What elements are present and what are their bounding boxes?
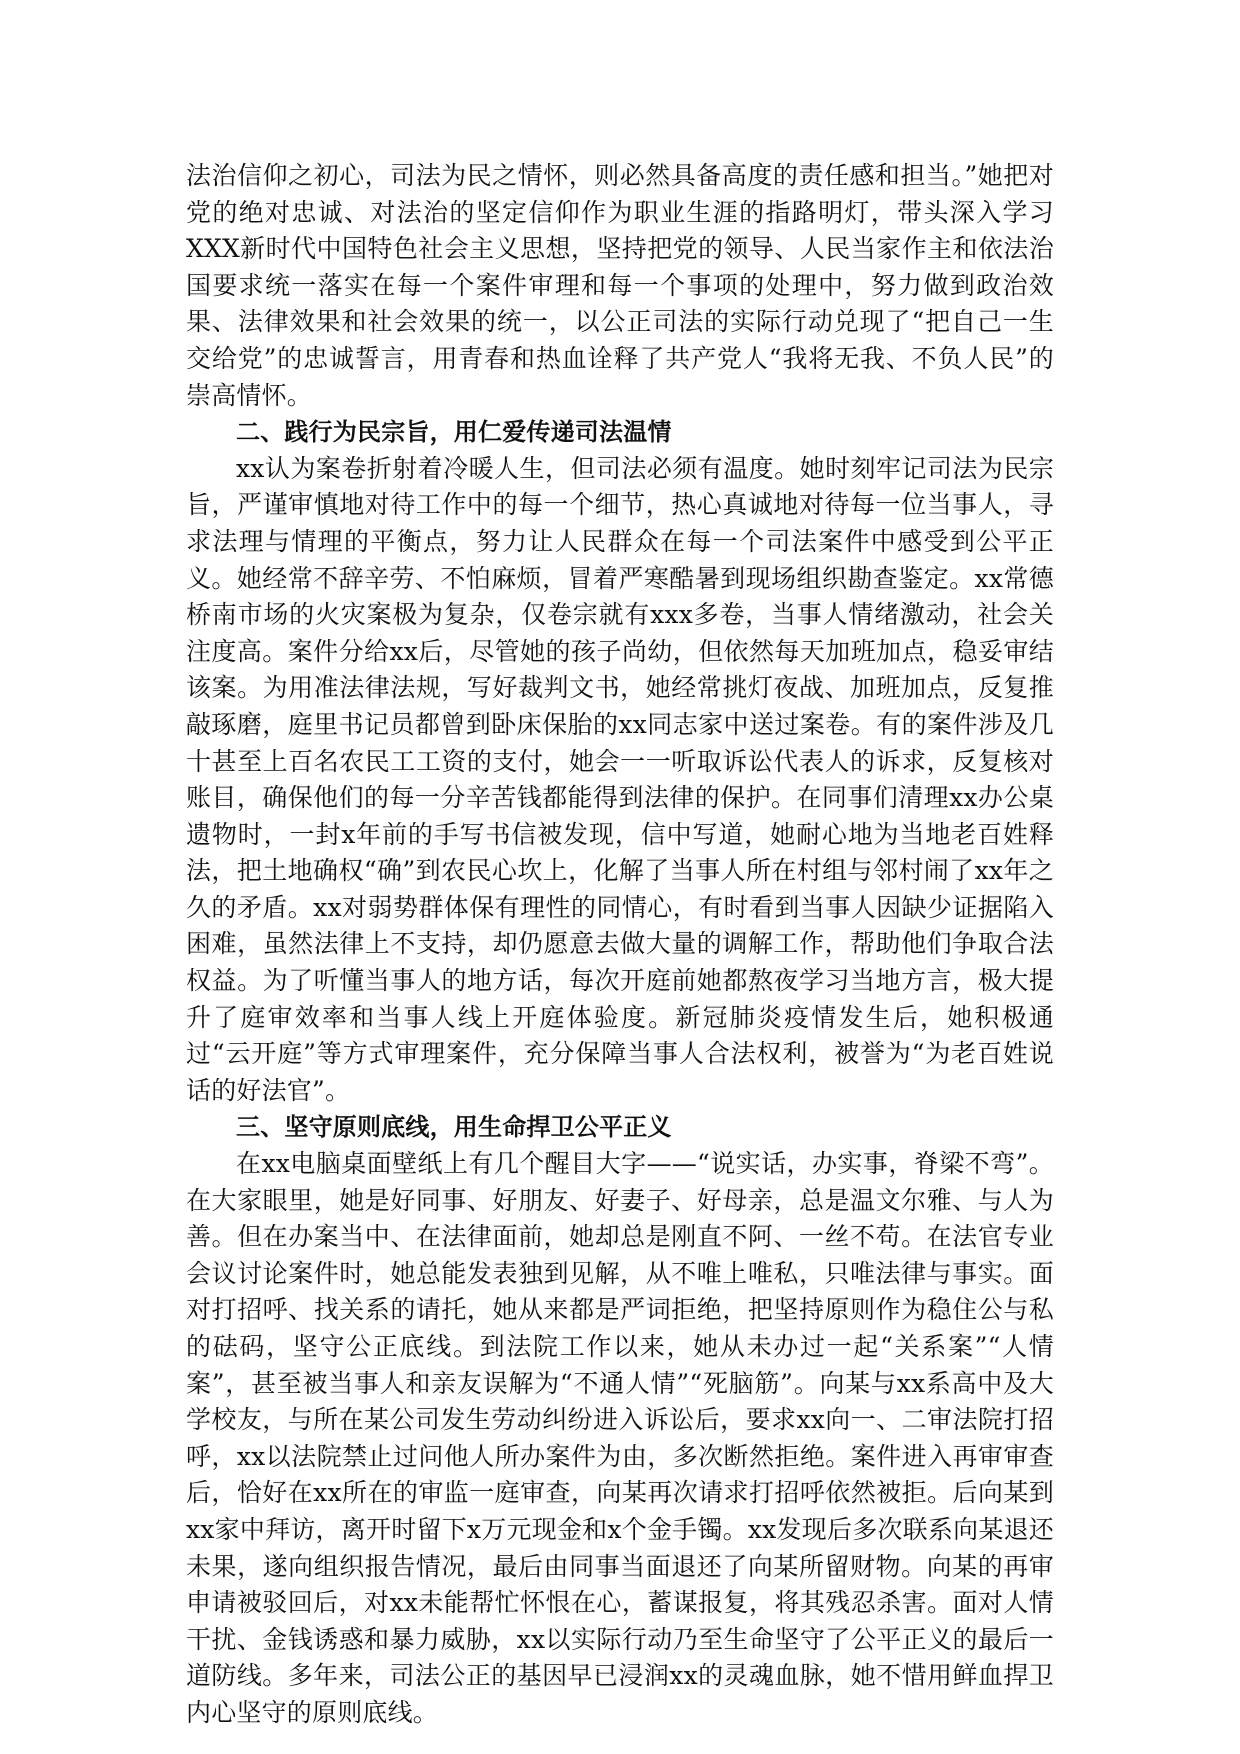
section-heading-2: 二、践行为民宗旨，用仁爱传递司法温情 — [236, 418, 672, 447]
paragraph-loyalty-continued: 法治信仰之初心，司法为民之情怀，则必然具备高度的责任感和担当。”她把对党的绝对忠诚、对法治的坚定信仰作为职业生涯的指路明灯，带头深入学习XXX新时代中国特色社会主义思想，坚持把党的领导、人民当家作主和依法治国要求统一落实在每一个案件审理和每一个事项的处理中，努力做到政治效果、法律效果和社会效果的统一，以公正司法的实际行动兑现了“把自己一生交给党”的忠诚誓言，用青春和热血诠释了共产党人“我将无我、不负人民”的崇高情怀。 — [186, 161, 1054, 410]
document-body — [186, 158, 1054, 1732]
section-heading-3: 三、坚守原则底线，用生命捍卫公平正义 — [236, 1113, 672, 1142]
paragraph-serve-people: xx认为案卷折射着冷暖人生，但司法必须有温度。她时刻牢记司法为民宗旨，严谨审慎地对待工作中的每一个细节，热心真诚地对待每一位当事人，寻求法理与情理的平衡点，努力让人民群众在每一个司法案件中感受到公平正义。她经常不辞辛劳、不怕麻烦，冒着严寒酷暑到现场组织勘查鉴定。xx常德桥南市场的火灾案极为复杂，仅卷宗就有xxx多卷，当事人情绪激动，社会关注度高。案件分给xx后，尽管她的孩子尚幼，但依然每天加班加点，稳妥审结该案。为用准法律法规，写好裁判文书，她经常挑灯夜战、加班加点，反复推敲琢磨，庭里书记员都曾到卧床保胎的xx同志家中送过案卷。有的案件涉及几十甚至上百名农民工工资的支付，她会一一听取诉讼代表人的诉求，反复核对账目，确保他们的每一分辛苦钱都能得到法律的保护。在同事们清理xx办公桌遗物时，一封x年前的手写书信被发现，信中写道，她耐心地为当地老百姓释法，把土地确权“确”到农民心坎上，化解了当事人所在村组与邻村闹了xx年之久的矛盾。xx对弱势群体保有理性的同情心，有时看到当事人因缺少证据陷入困难，虽然法律上不支持，却仍愿意去做大量的调解工作，帮助他们争取合法权益。为了听懂当事人的地方话，每次开庭前她都熬夜学习当地方言，极大提升了庭审效率和当事人线上开庭体验度。新冠肺炎疫情发生后，她积极通过“云开庭”等方式审理案件，充分保障当事人合法权利，被誉为“为老百姓说话的好法官”。 — [186, 453, 1054, 1105]
paragraph-uphold-justice: 在xx电脑桌面壁纸上有几个醒目大字——“说实话，办实事，脊梁不弯”。在大家眼里，她是好同事、好朋友、好妻子、好母亲，总是温文尔雅、与人为善。但在办案当中、在法律面前，她却总是刚直不阿、一丝不苟。在法官专业会议讨论案件时，她总能发表独到见解，从不唯上唯私，只唯法律与事实。面对打招呼、找关系的请托，她从来都是严词拒绝，把坚持原则作为稳住公与私的砝码，坚守公正底线。到法院工作以来，她从未办过一起“关系案”“人情案”，甚至被当事人和亲友误解为“不通人情”“死脑筋”。向某与xx系高中及大学校友，与所在某公司发生劳动纠纷进入诉讼后，要求xx向一、二审法院打招呼，xx以法院禁止过问他人所办案件为由，多次断然拒绝。案件进入再审审查后，恰好在xx所在的审监一庭审查，向某再次请求打招呼依然被拒。后向某到xx家中拜访，离开时留下x万元现金和x个金手镯。xx发现后多次联系向某退还未果，遂向组织报告情况，最后由同事当面退还了向某所留财物。向某的再审申请被驳回后，对xx未能帮忙怀恨在心，蓄谋报复，将其残忍杀害。面对人情干扰、金钱诱惑和暴力威胁，xx以实际行动乃至生命坚守了公平正义的最后一道防线。多年来，司法公正的基因早已浸润xx的灵魂血脉，她不惜用鲜血捍卫内心坚守的原则底线。 — [186, 1149, 1054, 1727]
